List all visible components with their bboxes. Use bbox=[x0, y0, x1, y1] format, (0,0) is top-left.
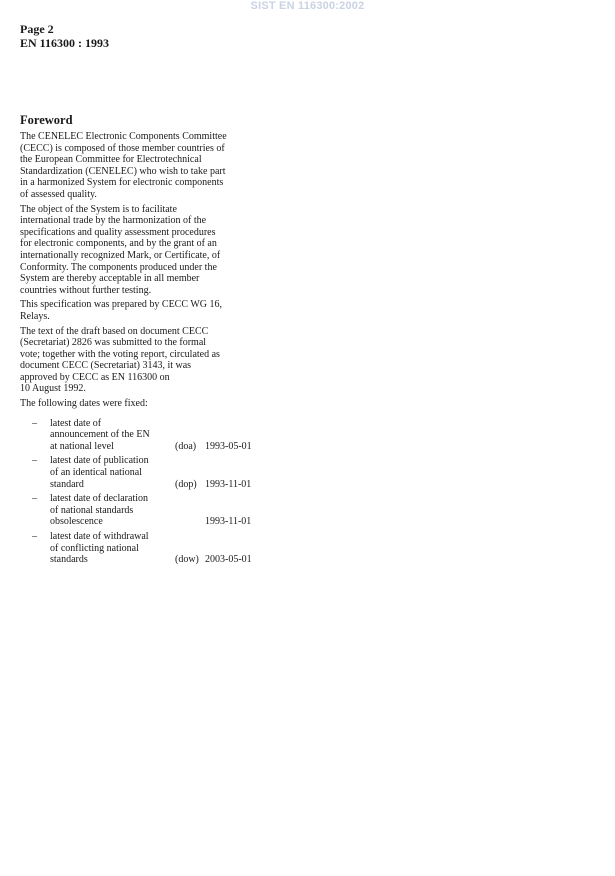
page-header bbox=[20, 22, 109, 50]
date-value: 1993-11-01 bbox=[205, 516, 252, 528]
date-value: 1993-05-01 bbox=[205, 440, 252, 452]
dates-list bbox=[20, 418, 270, 566]
list-dash: – bbox=[32, 531, 37, 542]
date-item-obsolescence bbox=[20, 493, 270, 528]
foreword-paragraph-dates-intro: The following dates were fixed: bbox=[20, 398, 148, 410]
date-value: 1993-11-01 bbox=[205, 478, 252, 490]
date-label: latest date of announcement of the EN at national level bbox=[50, 417, 150, 452]
date-code: (dow) bbox=[175, 554, 199, 566]
date-code: (doa) bbox=[175, 440, 197, 452]
document-watermark: SIST EN 116300:2002 bbox=[250, 0, 365, 12]
date-item-doa bbox=[20, 418, 270, 453]
date-code: (dop) bbox=[175, 478, 197, 490]
date-value: 2003-05-01 bbox=[205, 554, 252, 566]
foreword-paragraph-object: The object of the System is to facilitate international trade by the harmonization of the specifications and quality assessment procedures for electronic components, and by the grant of an internationally recognized Mark, or Certificate, of Conformity. The components produced under the System are thereby acceptable in all member countries without further testing. bbox=[20, 203, 221, 296]
date-item-dow bbox=[20, 531, 270, 566]
standard-identifier: EN 116300 : 1993 bbox=[20, 36, 110, 50]
date-label: latest date of publication of an identical national standard bbox=[50, 455, 149, 490]
foreword-paragraph-draft: The text of the draft based on document CECC (Secretariat) 2826 was submitted to the formal vote; together with the voting report, circulated as document CECC (Secretariat) 3143, it was approved by CECC as EN 116300 on 10 August 1992. bbox=[20, 325, 220, 395]
foreword-title: Foreword bbox=[20, 113, 73, 127]
list-dash: – bbox=[32, 455, 37, 467]
list-dash: – bbox=[32, 493, 37, 505]
foreword-paragraph-cecc: The CENELEC Electronic Components Committee (CECC) is composed of those member countries of the European Committee for Electrotechnical Standardization (CENELEC) who wish to take part in a harmonized System for electronic components of assessed quality. bbox=[20, 131, 227, 200]
foreword-section bbox=[20, 113, 270, 576]
foreword-paragraph-prepared-by: This specification was prepared by CECC WG 16, Relays. bbox=[20, 299, 222, 322]
date-label: latest date of withdrawal of conflicting national standards bbox=[50, 531, 149, 566]
list-dash: – bbox=[32, 417, 37, 429]
date-label: latest date of declaration of national standards obsolescence bbox=[50, 493, 149, 528]
date-item-dop bbox=[20, 455, 270, 490]
page-number: Page 2 bbox=[20, 22, 54, 36]
